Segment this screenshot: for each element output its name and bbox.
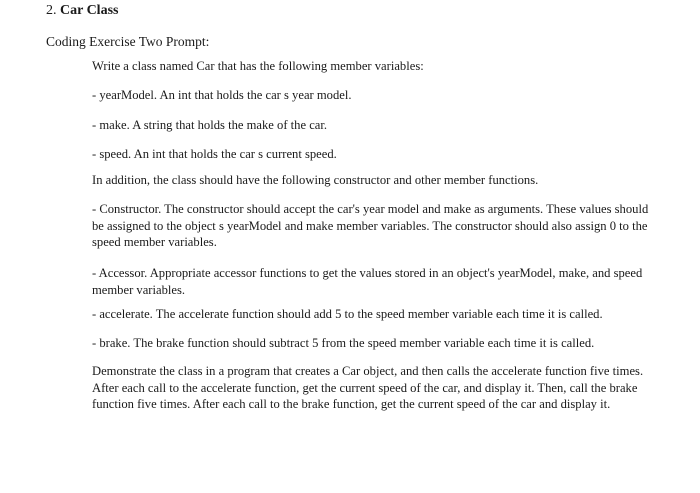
addition-paragraph: In addition, the class should have the following constructor and other member functions. [92, 173, 539, 187]
prompt-subtitle: Coding Exercise Two Prompt: [46, 34, 210, 49]
accessor-item: - Accessor. Appropriate accessor functions to get the values stored in an object's yearModel, make, and speed member variables. [92, 266, 643, 297]
intro-paragraph: Write a class named Car that has the following member variables: [92, 59, 424, 73]
make-item: - make. A string that holds the make of the car. [92, 118, 328, 132]
demonstrate-paragraph: Demonstrate the class in a program that creates a Car object, and then calls the accelerate function five times. After each call to the accelerate function, get the current speed of the car, and display it. Then, call the brake function five times. After each call to the brake function, get the current speed of the car and display it. [92, 364, 644, 411]
exercise-heading [46, 2, 118, 20]
accelerate-item: - accelerate. The accelerate function should add 5 to the speed member variable each time it is called. [92, 307, 603, 321]
speed-item: - speed. An int that holds the car s current speed. [92, 147, 337, 161]
constructor-item: - Constructor. The constructor should accept the car's year model and make as arguments. These values should be assigned to the object s yearModel and make member variables. The constructor should also assign 0 to the speed member variables. [92, 202, 649, 249]
exercise-number: 2. [46, 3, 57, 18]
brake-item: - brake. The brake function should subtract 5 from the speed member variable each time it is called. [92, 336, 595, 350]
exercise-title: Car Class [60, 3, 119, 18]
year-model-item: - yearModel. An int that holds the car s year model. [92, 88, 352, 102]
